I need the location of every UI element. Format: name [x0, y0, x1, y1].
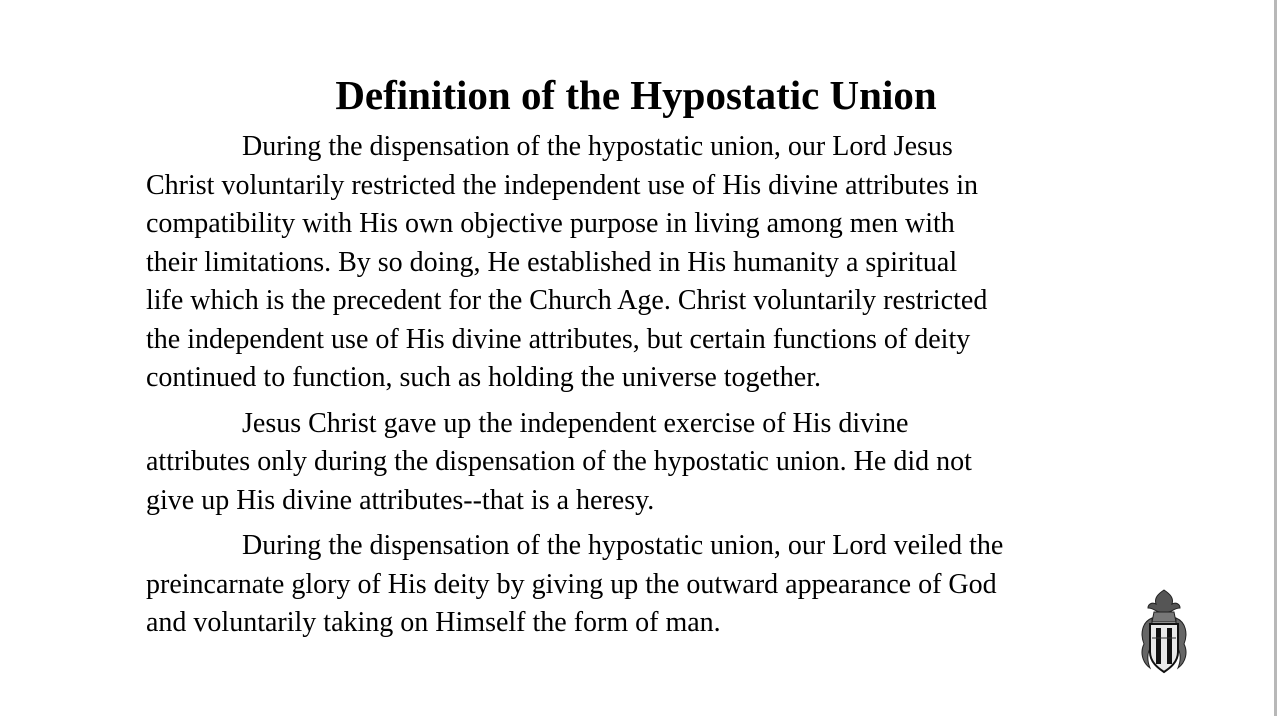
- crest-emblem-icon: [1136, 588, 1192, 676]
- paragraph-3: During the dispensation of the hypostatic union, our Lord veiled the preincarnate glory of His deity by giving up the outward appearance of God and voluntarily taking on Himself the form of man.: [146, 530, 1004, 638]
- paragraph-1: During the dispensation of the hypostatic union, our Lord Jesus Christ voluntarily restricted the independent use of His divine attributes in compatibility with His own objective purpose in living among men with their limitations. By so doing, He established in His humanity a spiritual life which is the precedent for the Church Age. Christ voluntarily restricted the independent use of His divine attributes, but certain functions of deity continued to function, such as holding the universe together.: [146, 131, 988, 393]
- paragraph-2: Jesus Christ gave up the independent exercise of His divine attributes only during the dispensation of the hypostatic union. He did not give up His divine attributes--that is a heresy.: [146, 407, 972, 516]
- slide-title: Definition of the Hypostatic Union: [335, 72, 937, 118]
- slide-body: [146, 128, 1126, 650]
